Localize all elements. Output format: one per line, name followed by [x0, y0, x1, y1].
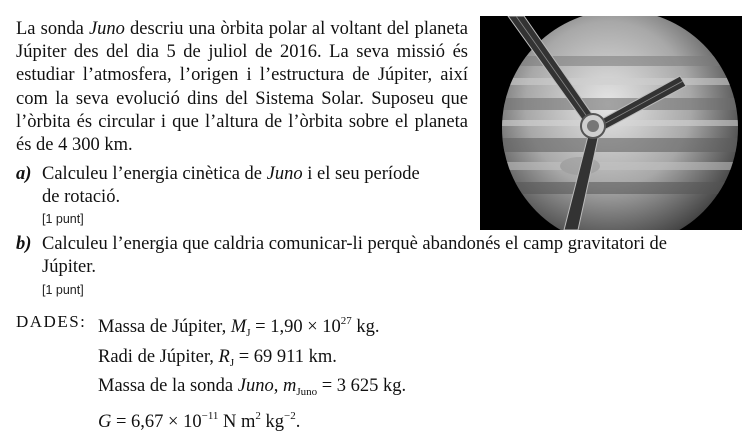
question-b-text-1: Calculeu l’energia que caldria comunicar-li perquè abandonés el camp gravitatori de	[42, 234, 667, 254]
data-g-value: = 6,67 × 10	[111, 412, 201, 432]
question-a-juno: Juno	[267, 164, 303, 184]
data-g-unit: N m	[218, 412, 255, 432]
data-jupiter-radius	[98, 346, 406, 376]
question-a-text-1: Calculeu l’energia cinètica de	[42, 164, 267, 184]
data-jupiter-mass-value: = 1,90 × 10	[251, 317, 341, 337]
data-list	[98, 310, 406, 434]
data-jupiter-radius-sub: J	[230, 357, 234, 369]
data-g-end: .	[296, 412, 301, 432]
data-g-exp2: 2	[255, 410, 261, 422]
data-juno-mass-label: Massa de la sonda	[98, 376, 238, 396]
data-juno-mass-sub: Juno	[296, 386, 317, 398]
question-b-points: [1 punt]	[42, 283, 84, 297]
data-juno-mass-value: = 3 625 kg.	[317, 376, 406, 396]
question-a-label: a)	[16, 163, 42, 186]
intro-text-1: La sonda	[16, 19, 89, 39]
data-g-exp: −11	[202, 410, 219, 422]
question-a-text-3: de rotació.	[16, 186, 468, 209]
data-jupiter-radius-label: Radi de Júpiter,	[98, 347, 219, 367]
data-jupiter-radius-symbol: R	[219, 347, 230, 367]
data-g-symbol: G	[98, 412, 111, 432]
data-jupiter-mass-label: Massa de Júpiter,	[98, 317, 231, 337]
data-juno-mass	[98, 375, 406, 405]
data-juno-mass-juno: Juno	[238, 376, 274, 396]
data-jupiter-radius-value: = 69 911 km.	[234, 347, 337, 367]
data-jupiter-mass-unit: kg.	[352, 317, 380, 337]
question-a-points: [1 punt]	[42, 212, 84, 226]
intro-text-2: descriu una òrbita polar al voltant del planeta Júpiter des del dia 5 de juliol de 2016. La seva missió és estudiar l’atmosfera, l’origen i l’estructura de Júpiter, així com la seva evolució dins del Sistema Solar. Suposeu que l’òrbita és circular i que l’altura de l’òrbita sobre el planeta és de 4 300 km.	[16, 19, 468, 155]
question-a-text-2: i el seu període	[303, 164, 420, 184]
data-label: DADES:	[16, 312, 86, 332]
question-b-text-2: Júpiter.	[16, 256, 746, 279]
question-b	[16, 233, 746, 279]
data-jupiter-mass-exp: 27	[341, 315, 352, 327]
question-b-label: b)	[16, 233, 42, 256]
data-g-exp3: −2	[284, 410, 296, 422]
data-g-unit2: kg	[261, 412, 284, 432]
data-jupiter-mass	[98, 310, 406, 346]
data-juno-mass-comma: ,	[274, 376, 283, 396]
juno-jupiter-illustration	[480, 16, 742, 230]
data-jupiter-mass-sub: J	[246, 327, 250, 339]
data-jupiter-mass-symbol: M	[231, 317, 246, 337]
intro-paragraph	[16, 18, 468, 157]
intro-juno: Juno	[89, 19, 125, 39]
data-juno-mass-symbol: m	[283, 376, 296, 396]
juno-jupiter-image	[480, 16, 742, 230]
question-a	[16, 163, 468, 209]
data-gravitational-constant	[98, 405, 406, 434]
